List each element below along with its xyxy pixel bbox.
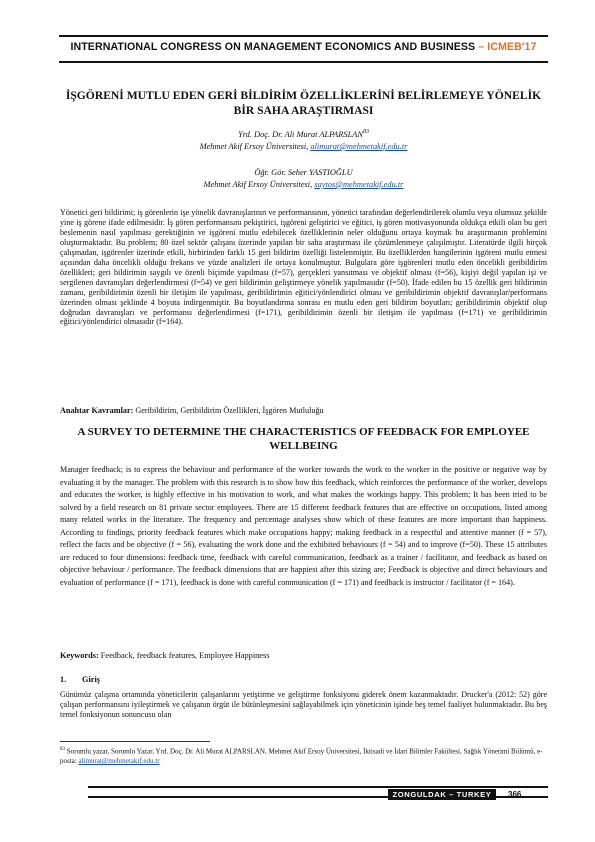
author-2-email-link[interactable]: saytos@mehmetakif.edu.tr xyxy=(314,179,404,189)
footnote-mark: 83 xyxy=(60,747,65,752)
keywords-en xyxy=(60,651,547,660)
author-1-name: Yrd. Doç. Dr. Ali Murat ALPARSLAN xyxy=(238,129,363,139)
running-header xyxy=(59,41,548,53)
author-2-affiliation-line xyxy=(60,179,547,191)
footnote-email-link[interactable]: alimurat@mehmetakif.edu.tr xyxy=(78,757,160,766)
author-1-footnote-mark: 83 xyxy=(362,129,369,135)
author-2-name: Öğr. Gör. Seher YASTIOĞLU xyxy=(254,167,353,177)
author-1-line xyxy=(60,126,547,141)
author-block xyxy=(60,126,547,191)
footer-rule-top xyxy=(88,786,548,788)
footnote-rule xyxy=(60,741,210,742)
header-separator: – xyxy=(478,41,485,53)
section-heading xyxy=(60,675,100,684)
header-top-rule xyxy=(59,35,548,37)
abstract-en: Manager feedback; is to express the behaviour and performance of the worker towards the work to the worker in the positive or negative way by evaluating it by the manager. The problem with this research is to show how this feedback, which reinforces the performance of the worker, develops and educates the worker, is highly effective in his motivation to work, and what makes the workings happy. This problem; It has been tried to be solved by a field research on 81 private sector employees. There are 15 different feedback features that are effective on occupations, listed among many related works in the literature. The frequency and percentage analyses show which of these features are more important than happiness. According to findings, priority feedback features which make occupations happy; making feedback in a respectful and attentive manner (f = 57), reflect the facts and be objective (f = 56), evaluating the work done and the exhibited behaviours (f = 54) and to improve (f=50). These 15 attributes are reduced to four dimensions: feedback time, feedback with careful communication, feedback as a trainer / facilitator, and feedback as based on objective behaviour / performance. The feedback dimensions that are happiest after this sizing are; Feedback is objective and direct behaviours and evaluation of performance (f = 171), feedback is done with careful communication (f = 171) and feedback is instructor / facilitator (f = 164). xyxy=(60,465,547,587)
abstract-tr: Yönetici geri bildirimi; iş görenlerin işe yönelik davranışlarının ve performansının, yönetici tarafından değerlendirilerek olumlu veya olumsuz şekilde yine iş görene ifade edilmesidir. İş gören performansını pekiştirici, işgöreni geliştirici ve eğitici, iş gören motivasyonunda oldukça etkili olan bu geri beslemenin nasıl yapılması gerektiğinin ve işgöreni mutlu edebilecek özelliklerinin neler olduğunu ortaya koymak bu araştırmanın problemini oluşturmaktadır. Bu problem; 80 özel sektör çalışanı üzerinde yapılan bir saha araştırması ile çözümlenmeye çalışılmıştır. Literatürde ilgili birçok çalışmadan, işgörenler üzerinde etkili, birbirinden farklı 15 geri bildirim özelliği listelenmiştir. Bu özelliklerden hangilerinin işgöreni mutlu etmesi açısından daha öncelikli olduğu frekans ve yüzde analizleri ile ortaya konulmuştur. Bulgulara göre işgörenleri mutlu eden öncelikli geribildirim özellikleri; geri bildirimin saygılı ve özenli biçimde yapılması (f=57), gerçekleri yansıtması ve objektif olması (f=56), kişiyi değil yapılan işi ve sergilenen davranışları değerlendirmesi (f=54) ve geri bildirimin geliştirmeye yönelik yapılmasıdır (f=50). İfade edilen bu 15 özellik geri bildirimin zamanı, geribildirimin özenli bir iletişim ile yapılması, geribildirimin eğitici/yönlendirici olması ve geribildirimin objektif davranışlar/performans üzerinden olması şeklinde 4 boyuta indirgenmiştir. Bu boyutlandırma sonrası en mutlu eden geri bildirim boyutları; geribildirimin objektif olup doğrudan davranışları ve performansı değerlendirmesi (f=171), geribildirimin özenli bir iletişim ile yapılması (f=171) ve geribildirimin eğitici/yönlendirici olmasıdır (f=164). xyxy=(60,208,547,327)
paper-title-en: A SURVEY TO DETERMINE THE CHARACTERISTICS OF FEEDBACK FOR EMPLOYEE WELLBEING xyxy=(77,426,530,452)
intro-paragraph: Günümüz çalışma ortamında yöneticilerin çalışanlarını yetiştirme ve geliştirme fonksiyonu giderek önem kazanmaktadır. Drucker'a (2012: 52) göre çalışan performansını iyileştirmek ve çalışanın örgüt ile bütünleşmesini sağlayabilmek için yöneticinin işinde beş temel faaliyet bulunmaktadır. Bu beş temel fonksiyonun sonuncusu olan xyxy=(60,690,547,720)
paper-title-tr: İŞGÖRENİ MUTLU EDEN GERİ BİLDİRİM ÖZELLİKLERİNİ BELİRLEMEYE YÖNELİK BİR SAHA ARAŞTIRMASI xyxy=(65,89,542,117)
section-title: Giriş xyxy=(82,675,100,684)
keywords-tr-text: Geribildirim, Geribildirim Özellikleri, İşgören Mutluluğu xyxy=(135,406,324,415)
keywords-en-text: Feedback, feedback features, Employee Happiness xyxy=(100,651,270,660)
header-bottom-rule xyxy=(59,61,548,63)
section-number: 1. xyxy=(60,675,67,684)
keywords-tr xyxy=(60,406,547,415)
author-1-email-link[interactable]: alimurat@mehmetakif.edu.tr xyxy=(310,141,408,151)
keywords-en-label: Keywords: xyxy=(60,651,99,660)
author-1-affiliation: Mehmet Akif Ersoy Üniversitesi, xyxy=(199,141,309,151)
author-1-affiliation-line xyxy=(60,141,547,153)
page-number: 366 xyxy=(508,790,522,799)
keywords-tr-label: Anahtar Kavramlar: xyxy=(60,406,134,415)
header-conference: ICMEB'17 xyxy=(487,41,537,53)
header-title: INTERNATIONAL CONGRESS ON MANAGEMENT ECONOMICS AND BUSINESS xyxy=(70,41,476,53)
footnote-text: Sorumlu yazar, Sorumlu Yazar, Yrd. Doç. Dr. Ali Murat ALPARSLAN, Mehmet Akif Ersoy Üniversitesi, İktisadi ve İdari Bilimler Fakültesi, Sağlık Yönetimi Bölümü, e-posta: xyxy=(60,747,543,766)
footer-location: ZONGULDAK – TURKEY xyxy=(388,789,496,800)
footnote xyxy=(60,745,547,766)
author-2-affiliation: Mehmet Akif Ersoy Üniversitesi, xyxy=(203,179,313,189)
author-2-line xyxy=(60,167,547,179)
